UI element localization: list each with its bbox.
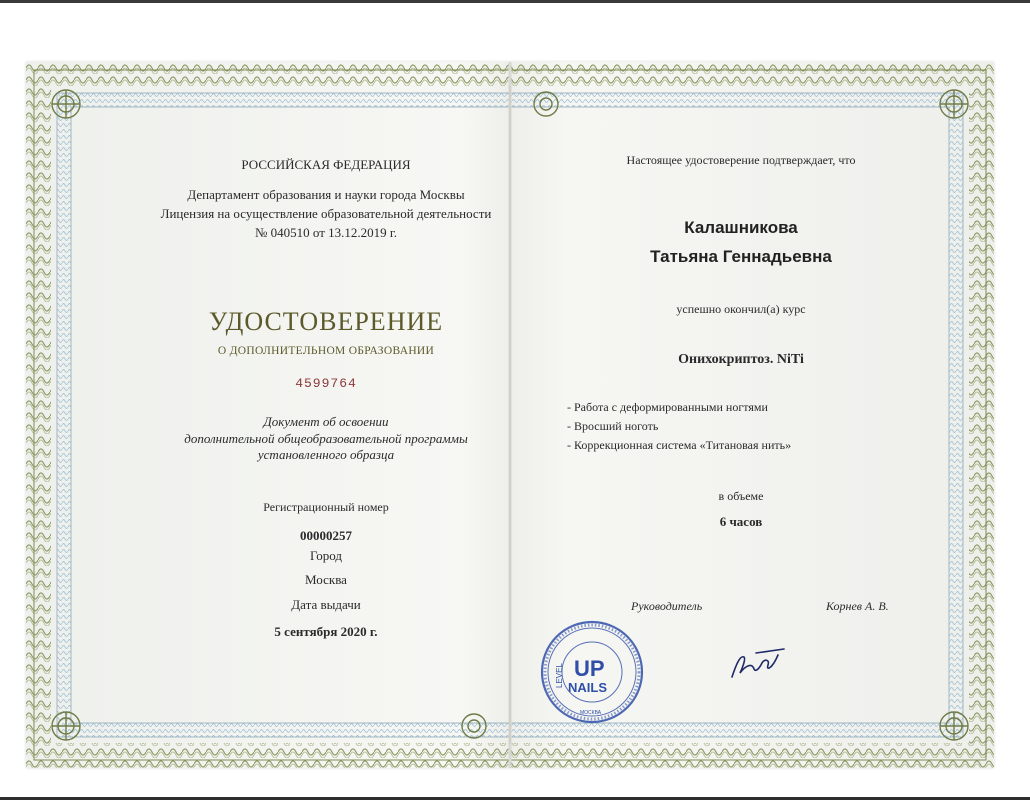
- stamp-seal: [540, 620, 644, 724]
- issue-date: 5 сентября 2020 г.: [274, 624, 378, 639]
- volume-label: в объеме: [718, 489, 764, 503]
- hours-value: 6 часов: [719, 514, 763, 529]
- doc-description-3: установленного образца: [257, 447, 395, 462]
- doc-description-1: Документ об освоении: [263, 414, 389, 429]
- stamp-up: UP: [574, 656, 605, 681]
- registration-number: 00000257: [300, 528, 352, 543]
- serial-number: 4599764: [295, 376, 357, 391]
- course-title: Онихокриптоз. NiTi: [678, 352, 804, 367]
- holder-given-names: Татьяна Геннадьевна: [650, 247, 832, 266]
- document-subtitle: О ДОПОЛНИТЕЛЬНОМ ОБРАЗОВАНИИ: [217, 345, 435, 357]
- country-label: РОССИЙСКАЯ ФЕДЕРАЦИЯ: [241, 157, 411, 172]
- topic-item: - Вросший ноготь: [567, 419, 659, 433]
- head-name: Корнев А. В.: [826, 599, 889, 613]
- topic-item: - Работа с деформированными ногтями: [567, 400, 768, 414]
- head-label: Руководитель: [631, 599, 703, 613]
- topic-item: - Коррекционная система «Титановая нить»: [567, 438, 792, 452]
- left-page: [146, 62, 506, 768]
- department-label: Департамент образования и науки города Москвы: [187, 187, 465, 202]
- stamp-nails: NAILS: [568, 680, 607, 695]
- doc-description-2: дополнительной общеобразовательной программы: [184, 431, 468, 446]
- stamp-city: МОСКВА: [580, 710, 602, 716]
- holder-surname: Калашникова: [684, 218, 798, 237]
- registration-label: Регистрационный номер: [263, 500, 389, 514]
- city-label: Город: [309, 548, 343, 563]
- document-title: УДОСТОВЕРЕНИЕ: [208, 307, 444, 336]
- license-line: Лицензия на осуществление образовательной деятельности: [160, 206, 492, 221]
- issue-date-label: Дата выдачи: [291, 597, 361, 612]
- signature: [726, 645, 786, 685]
- license-number: № 040510 от 13.12.2019 г.: [254, 225, 398, 240]
- city-value: Москва: [305, 572, 347, 587]
- stamp-level: LEVEL: [555, 663, 564, 688]
- certificate: [26, 62, 994, 768]
- completed-label: успешно окончил(а) курс: [676, 302, 806, 316]
- intro-text: Настоящее удостоверение подтверждает, что: [626, 153, 856, 167]
- top-edge: [0, 0, 1030, 3]
